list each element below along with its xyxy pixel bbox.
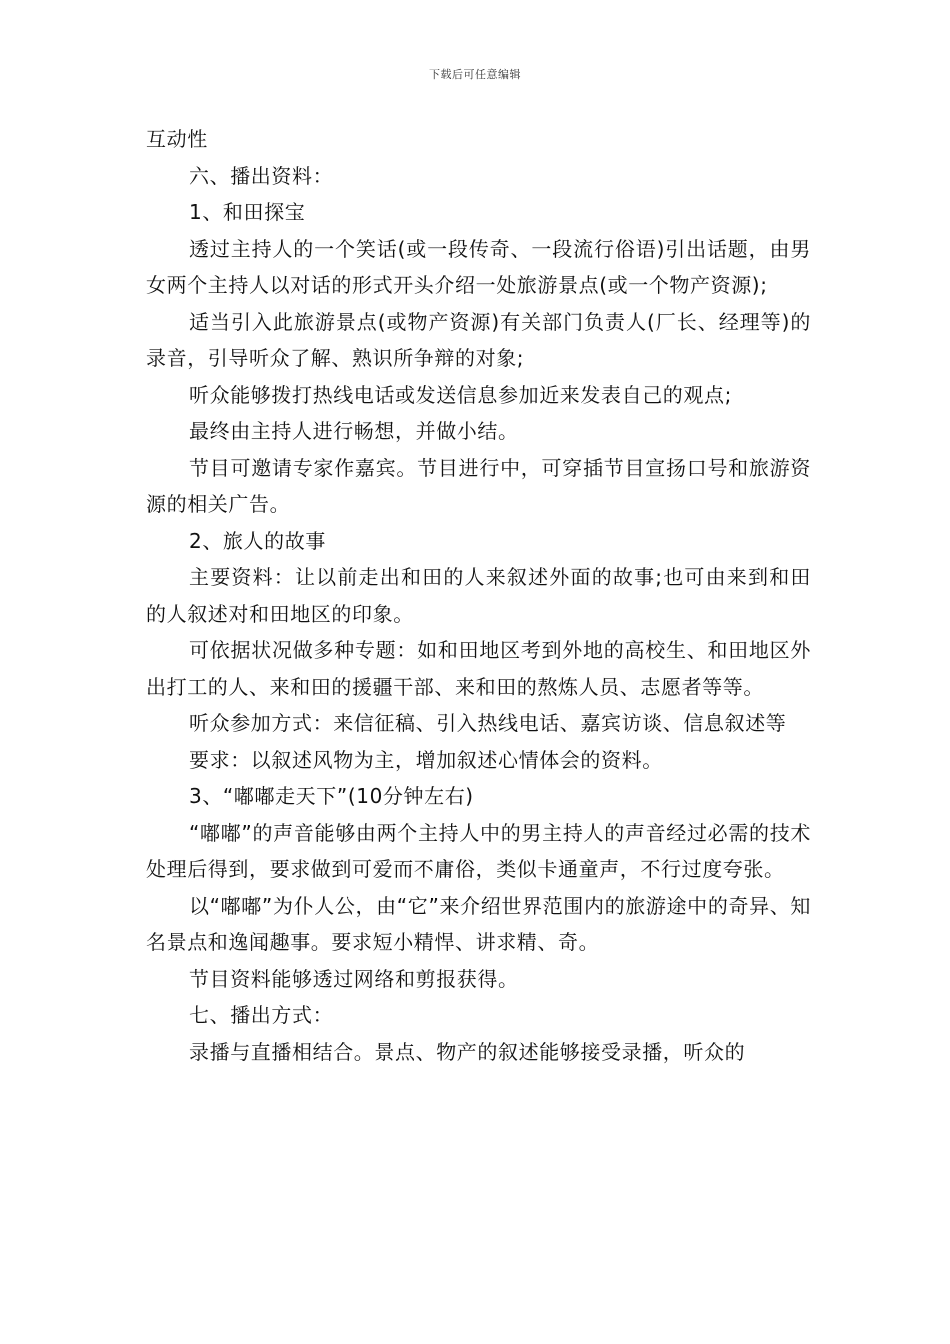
paragraph-4: 透过主持人的一个笑话(或一段传奇、一段流行俗语)引出话题，由男女两个主持人以对话的形式开头介绍一处旅游景点(或一个物产资源); bbox=[146, 236, 811, 297]
paragraph-8: 节目可邀请专家作嘉宾。节目进行中，可穿插节目宣扬口号和旅游资源的相关广告。 bbox=[146, 455, 811, 516]
paragraph-11: 可依据状况做多种专题：如和田地区考到外地的高校生、和田地区外出打工的人、来和田的援疆干部、来和田的熬炼人员、志愿者等等。 bbox=[146, 638, 811, 699]
paragraph-7: 最终由主持人进行畅想，并做小结。 bbox=[189, 419, 519, 443]
paragraph-15: “嘟嘟”的声音能够由两个主持人中的男主持人的声音经过必需的技术处理后得到，要求做到可爱而不庸俗，类似卡通童声，不行过度夸张。 bbox=[146, 820, 811, 881]
paragraph-13: 要求：以叙述风物为主，增加叙述心情体会的资料。 bbox=[189, 747, 663, 772]
paragraph-9: 2、旅人的故事 bbox=[189, 528, 326, 553]
paragraph-14: 3、“嘟嘟走天下”(10分钟左右) bbox=[189, 784, 474, 808]
paragraph-18: 七、播出方式： bbox=[189, 1003, 334, 1027]
paragraph-1: 互动性 bbox=[146, 127, 208, 151]
paragraph-12: 听众参加方式：来信征稿、引入热线电话、嘉宾访谈、信息叙述等 bbox=[189, 711, 787, 735]
paragraph-16: 以“嘟嘟”为仆人公，由“它”来介绍世界范围内的旅游途中的奇异、知名景点和逸闻趣事。要求短小精悍、讲求精、奇。 bbox=[146, 893, 811, 954]
paragraph-5: 适当引入此旅游景点(或物产资源)有关部门负责人(厂长、经理等)的录音，引导听众了解、熟识所争辩的对象; bbox=[146, 309, 811, 370]
paragraph-19: 录播与直播相结合。景点、物产的叙述能够接受录播，听众的 bbox=[189, 1039, 746, 1064]
paragraph-6: 听众能够拨打热线电话或发送信息参加近来发表自己的观点; bbox=[189, 382, 732, 407]
document-body bbox=[146, 121, 811, 1070]
paragraph-2: 六、播出资料： bbox=[189, 163, 334, 188]
paragraph-17: 节目资料能够透过网络和剪报获得。 bbox=[189, 966, 519, 991]
paragraph-3: 1、和田探宝 bbox=[189, 200, 306, 224]
paragraph-10: 主要资料：让以前走出和田的人来叙述外面的故事;也可由来到和田的人叙述对和田地区的印象。 bbox=[146, 565, 811, 626]
page-header: 下载后可任意编辑 bbox=[429, 68, 521, 81]
